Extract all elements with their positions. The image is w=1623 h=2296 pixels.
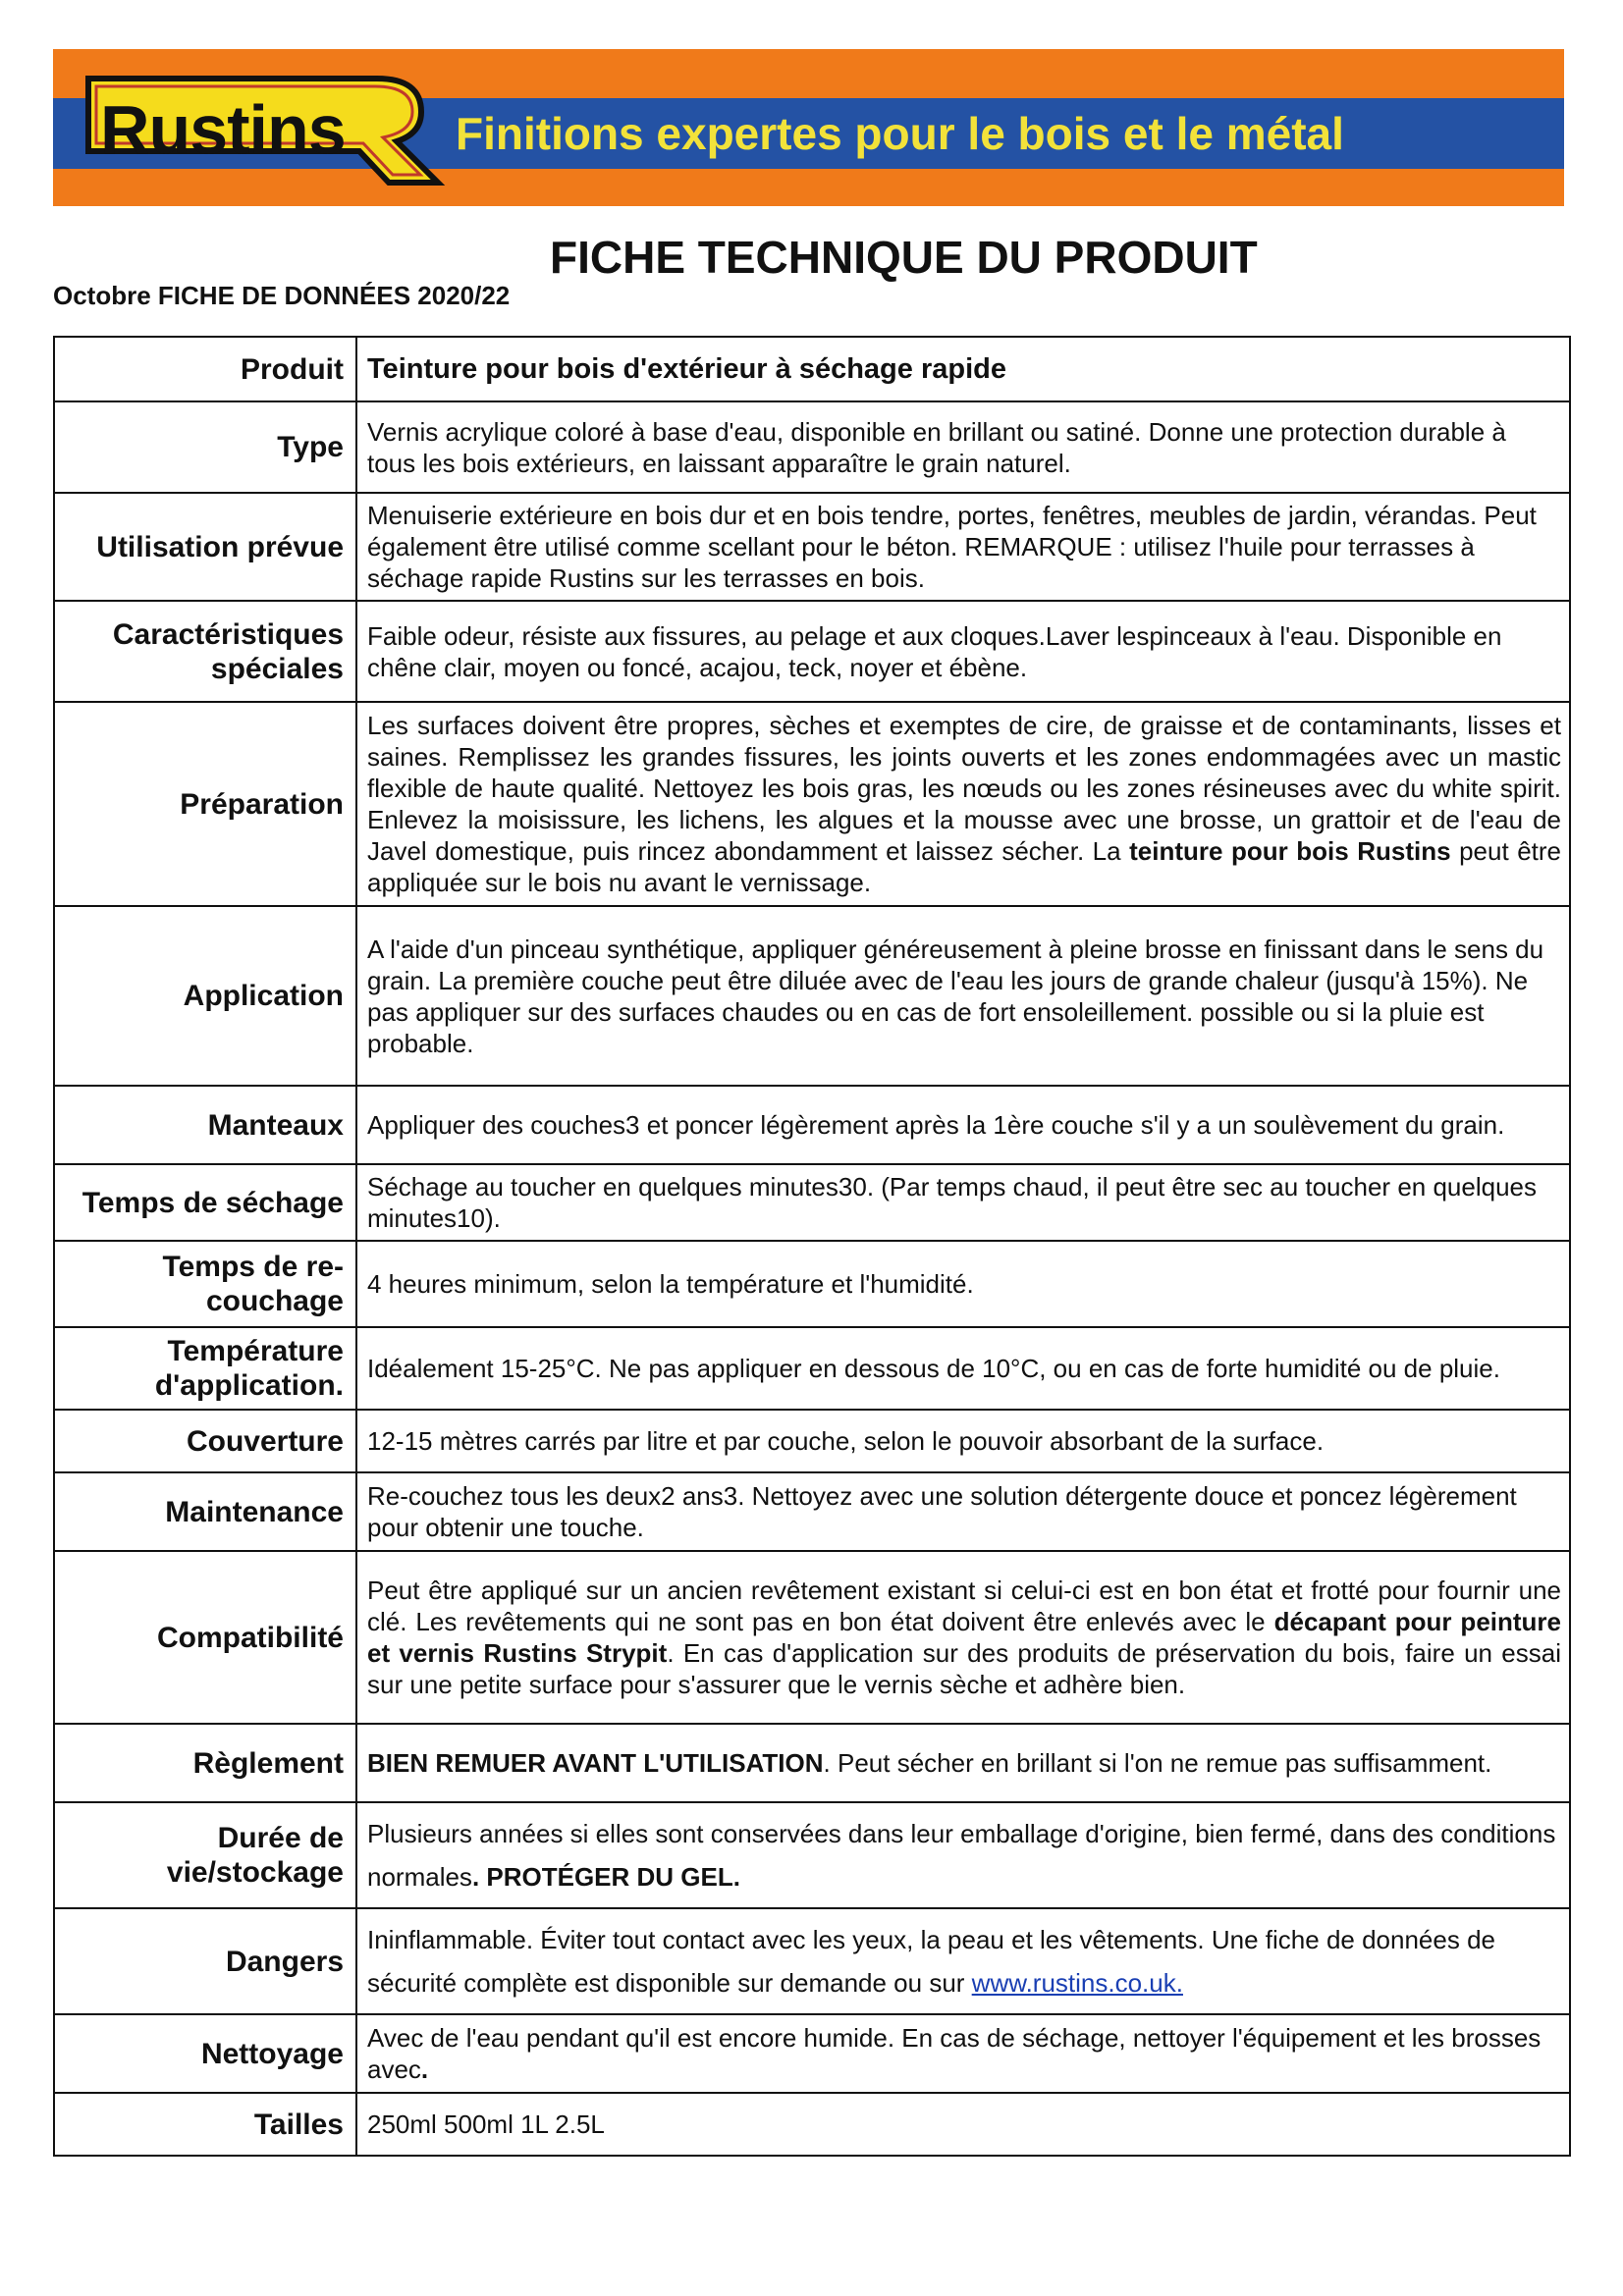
row-label: Tailles bbox=[54, 2093, 356, 2156]
row-label: Compatibilité bbox=[54, 1551, 356, 1724]
table-row bbox=[54, 2014, 1570, 2093]
row-value: Vernis acrylique coloré à base d'eau, disponible en brillant ou satiné. Donne une protection durable à tous les bois extérieurs, en laissant apparaître le grain naturel. bbox=[356, 401, 1570, 493]
row-label: Temps de séchage bbox=[54, 1164, 356, 1241]
row-label: Règlement bbox=[54, 1724, 356, 1802]
value-text: peut être appliquée sur le bois nu avant le vernissage. bbox=[367, 836, 1561, 897]
row-label: Utilisation prévue bbox=[54, 493, 356, 601]
row-value: 12-15 mètres carrés par litre et par couche, selon le pouvoir absorbant de la surface. bbox=[356, 1410, 1570, 1472]
row-value bbox=[356, 1551, 1570, 1724]
row-value: 250ml 500ml 1L 2.5L bbox=[356, 2093, 1570, 2156]
value-text: Ininflammable. Éviter tout contact avec les yeux, la peau et les vêtements. Une fiche de données de sécurité complète est disponible sur demande ou sur bbox=[367, 1925, 1495, 1998]
table-row bbox=[54, 1802, 1570, 1908]
table-row bbox=[54, 337, 1570, 401]
table-row bbox=[54, 1472, 1570, 1551]
table-row bbox=[54, 493, 1570, 601]
rustins-logo bbox=[82, 73, 446, 187]
value-bold-text: décapant pour peinture et vernis Rustins Strypit bbox=[367, 1607, 1562, 1668]
row-value: Idéalement 15-25°C. Ne pas appliquer en dessous de 10°C, ou en cas de forte humidité ou de pluie. bbox=[356, 1327, 1570, 1410]
table-row bbox=[54, 906, 1570, 1086]
table-row bbox=[54, 1724, 1570, 1802]
row-value bbox=[356, 1908, 1570, 2014]
value-text: . En cas d'application sur des produits de préservation du bois, faire un essai sur une petite surface pour s'assurer que le vernis sèche et adhère bien. bbox=[367, 1638, 1561, 1699]
table-row bbox=[54, 601, 1570, 702]
table-row bbox=[54, 1908, 1570, 2014]
table-row bbox=[54, 1241, 1570, 1327]
row-label: Produit bbox=[54, 337, 356, 401]
table-row bbox=[54, 1551, 1570, 1724]
table-row bbox=[54, 702, 1570, 906]
value-bold-text: . PROTÉGER DU GEL. bbox=[471, 1862, 740, 1892]
row-value bbox=[356, 2014, 1570, 2093]
spec-table bbox=[53, 336, 1571, 2157]
logo-text: Rustins bbox=[100, 91, 346, 168]
banner-tagline: Finitions expertes pour le bois et le métal bbox=[456, 108, 1344, 159]
value-text: Peut être appliqué sur un ancien revêtement existant si celui-ci est en bon état et frotté pour fournir une clé. Les revêtements qui ne sont pas en bon état doivent être enlevés avec le bbox=[367, 1575, 1561, 1636]
row-label: Type bbox=[54, 401, 356, 493]
rustins-website-link[interactable]: www.rustins.co.uk. bbox=[971, 1968, 1183, 1998]
header-banner bbox=[53, 49, 1564, 206]
table-row bbox=[54, 2093, 1570, 2156]
row-value: Faible odeur, résiste aux fissures, au pelage et aux cloques.Laver lespinceaux à l'eau. Disponible en chêne clair, moyen ou foncé, acajou, teck, noyer et ébène. bbox=[356, 601, 1570, 702]
table-row bbox=[54, 1327, 1570, 1410]
row-label: Température d'application. bbox=[54, 1327, 356, 1410]
row-label: Caractéristiques spéciales bbox=[54, 601, 356, 702]
row-label: Nettoyage bbox=[54, 2014, 356, 2093]
table-row bbox=[54, 1410, 1570, 1472]
row-label: Maintenance bbox=[54, 1472, 356, 1551]
value-bold-text: BIEN REMUER AVANT L'UTILISATION bbox=[367, 1748, 824, 1778]
row-value: 4 heures minimum, selon la température et l'humidité. bbox=[356, 1241, 1570, 1327]
document-title: FICHE TECHNIQUE DU PRODUIT bbox=[550, 232, 1258, 283]
row-label: Temps de re-couchage bbox=[54, 1241, 356, 1327]
value-bold-text: teinture pour bois Rustins bbox=[1129, 836, 1451, 866]
row-label: Application bbox=[54, 906, 356, 1086]
value-text: Les surfaces doivent être propres, sèches et exemptes de cire, de graisse et de contaminants, lisses et saines. Remplissez les grandes fissures, les joints ouverts et les zones endommagées avec un mastic flexible de haute qualité. Nettoyez les bois gras, les nœuds ou les zones résineuses avec du white spirit. Enlevez la moisissure, les lichens, les algues et la mousse avec une brosse, un grattoir et de l'eau de Javel domestique, puis rincez abondamment et laissez sécher. La bbox=[367, 711, 1561, 866]
date-line: Octobre FICHE DE DONNÉES 2020/22 bbox=[53, 281, 511, 310]
row-label: Manteaux bbox=[54, 1086, 356, 1164]
table-row bbox=[54, 1086, 1570, 1164]
row-value: A l'aide d'un pinceau synthétique, appliquer généreusement à pleine brosse en finissant dans le sens du grain. La première couche peut être diluée avec de l'eau les jours de grande chaleur (jusqu'à 15%). Ne pas appliquer sur des surfaces chaudes ou en cas de fort ensoleillement. possible ou si la pluie est probable. bbox=[356, 906, 1570, 1086]
table-row bbox=[54, 1164, 1570, 1241]
row-label: Dangers bbox=[54, 1908, 356, 2014]
row-value bbox=[356, 1724, 1570, 1802]
row-label: Préparation bbox=[54, 702, 356, 906]
row-label: Durée de vie/stockage bbox=[54, 1802, 356, 1908]
table-row bbox=[54, 401, 1570, 493]
value-bold-text: . bbox=[420, 2055, 429, 2084]
row-value: Teinture pour bois d'extérieur à séchage rapide bbox=[356, 337, 1570, 401]
value-text: Avec de l'eau pendant qu'il est encore humide. En cas de séchage, nettoyer l'équipement et les brosses avec bbox=[367, 2023, 1542, 2084]
value-text: . Peut sécher en brillant si l'on ne remue pas suffisamment. bbox=[823, 1748, 1492, 1778]
row-value bbox=[356, 702, 1570, 906]
row-value: Menuiserie extérieure en bois dur et en bois tendre, portes, fenêtres, meubles de jardin, vérandas. Peut également être utilisé comme scellant pour le béton. REMARQUE : utilisez l'huile pour terrasses à séchage rapide Rustins sur les terrasses en bois. bbox=[356, 493, 1570, 601]
row-value: Appliquer des couches3 et poncer légèrement après la 1ère couche s'il y a un soulèvement du grain. bbox=[356, 1086, 1570, 1164]
row-value bbox=[356, 1802, 1570, 1908]
row-label: Couverture bbox=[54, 1410, 356, 1472]
row-value: Séchage au toucher en quelques minutes30. (Par temps chaud, il peut être sec au toucher en quelques minutes10). bbox=[356, 1164, 1570, 1241]
row-value: Re-couchez tous les deux2 ans3. Nettoyez avec une solution détergente douce et poncez légèrement pour obtenir une touche. bbox=[356, 1472, 1570, 1551]
value-text: Plusieurs années si elles sont conservées dans leur emballage d'origine, bien fermé, dans des conditions normales bbox=[367, 1819, 1556, 1892]
